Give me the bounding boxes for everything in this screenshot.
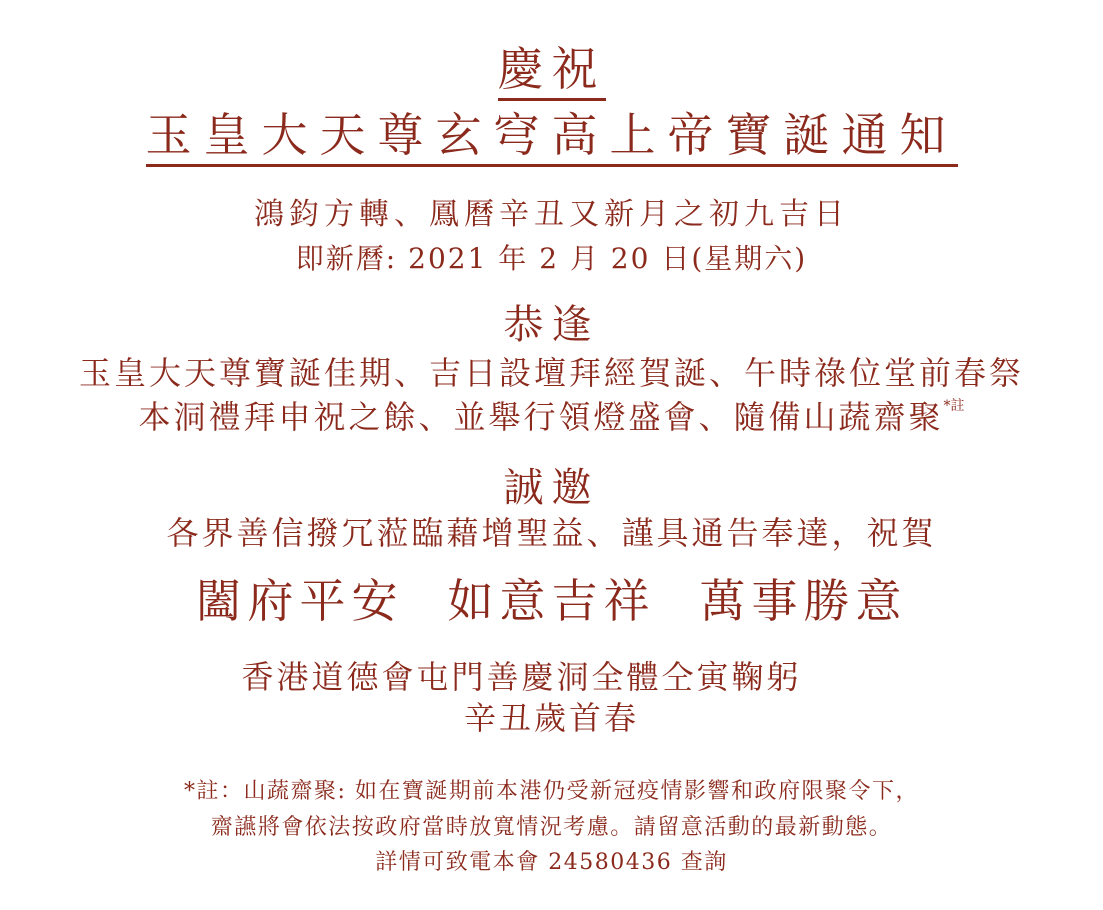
title-celebrate <box>0 40 1103 98</box>
footnote-line-3: 詳情可致電本會 24580436 查詢 <box>375 850 728 875</box>
occasion-line-1: 玉皇大天尊寶誕佳期、吉日設壇拜經賀誕、午時祿位堂前春祭 <box>78 354 1024 392</box>
blessing-1: 闔府平安 <box>195 574 404 628</box>
blessing-2: 如意吉祥 <box>447 574 656 628</box>
lunar-date: 鴻鈞方轉、鳳曆辛丑又新月之初九吉日 <box>254 197 849 232</box>
title-event-text: 玉皇大天尊玄穹高上帝寶誕通知 <box>146 108 958 167</box>
blessings <box>0 570 1103 632</box>
footnote-line-1: *註：山蔬齋聚: 如在寶誕期前本港仍受新冠疫情影響和政府限聚令下， <box>184 779 919 804</box>
footnote-line-2: 齋讌將會依法按政府當時放寬情況考慮。請留意活動的最新動態。 <box>210 815 893 840</box>
title-celebrate-text: 慶祝 <box>498 42 606 101</box>
title-event <box>0 106 1103 164</box>
note-marker: *註 <box>943 398 965 414</box>
invitation-line: 各界善信撥冗蒞臨藉增聖益、謹具通告奉達，祝賀 <box>166 514 937 552</box>
occasion-line-2-text: 本洞禮拜申祝之餘、並舉行領燈盛會、隨備山蔬齋聚 <box>138 398 944 436</box>
heading-gongfeng: 恭逢 <box>503 302 600 348</box>
heading-chengyao: 誠邀 <box>503 465 600 511</box>
signature-date: 辛丑歲首春 <box>463 699 639 737</box>
signature-organization: 香港道德會屯門善慶洞全體仝寅鞠躬 <box>241 658 802 696</box>
blessing-3: 萬事勝意 <box>699 574 908 628</box>
gregorian-date: 即新曆: 2021 年 2 月 20 日(星期六) <box>295 242 808 275</box>
occasion-line-2 <box>0 396 1103 438</box>
